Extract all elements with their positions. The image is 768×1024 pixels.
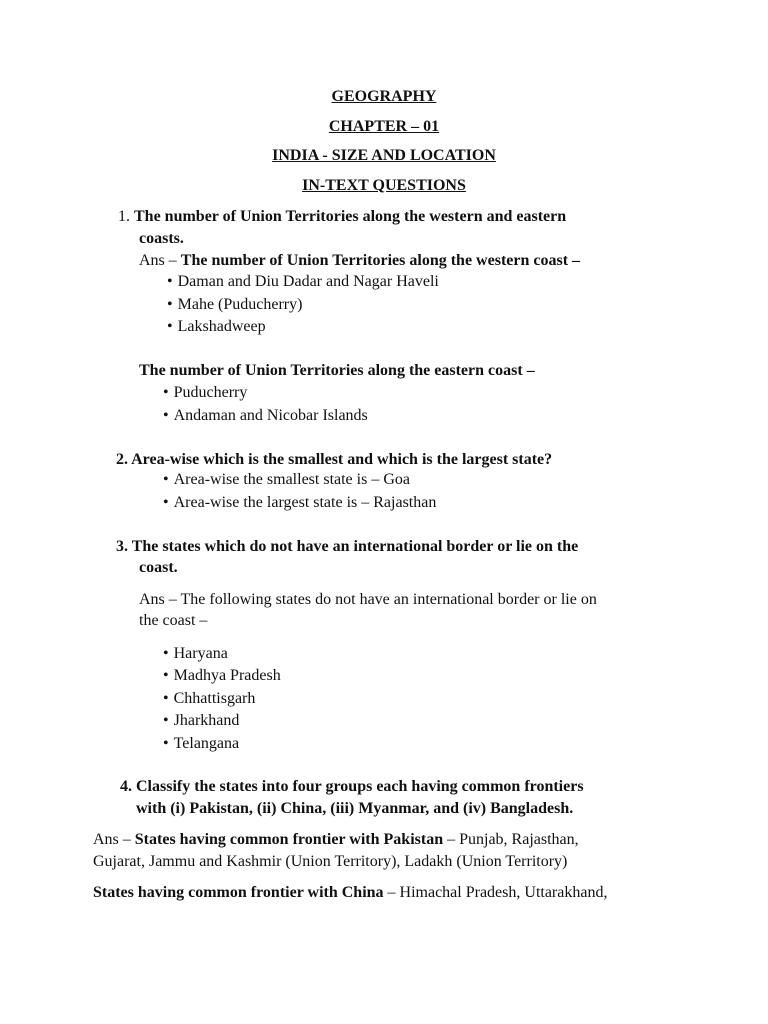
list-item: • Jharkhand — [163, 710, 281, 732]
q4-question-line1: 4. Classify the states into four groups each having common frontiers — [120, 778, 584, 795]
list-item: • Daman and Diu Dadar and Nagar Haveli — [167, 271, 439, 294]
q4-question-line2: with (i) Pakistan, (ii) China, (iii) Myanmar, and (iv) Bangladesh. — [136, 800, 574, 817]
q4-answer-pakistan-line2: Gujarat, Jammu and Kashmir (Union Territory), Ladakh (Union Territory) — [93, 853, 568, 870]
chapter-heading: CHAPTER – 01 — [328, 118, 440, 135]
subject-heading: GEOGRAPHY — [331, 88, 437, 105]
q4-answer-pakistan-line1: Ans – States having common frontier with Pakistan – Punjab, Rajasthan, — [93, 831, 579, 848]
q1-east-list — [163, 382, 368, 427]
q1-answer-west-heading: Ans – The number of Union Territories along the western coast – — [139, 252, 581, 269]
list-item: • Madhya Pradesh — [163, 665, 281, 687]
q3-question-line2: coast. — [139, 559, 178, 576]
q3-list — [163, 643, 281, 755]
q1-question-line1: 1. The number of Union Territories along the western and eastern — [118, 208, 567, 225]
chapter-title: INDIA - SIZE AND LOCATION — [272, 147, 496, 164]
list-item: • Mahe (Puducherry) — [167, 294, 439, 317]
q1-west-list — [167, 271, 439, 339]
q1-number: 1. — [118, 208, 130, 225]
list-item: • Area-wise the smallest state is – Goa — [163, 469, 436, 492]
q2-question: 2. Area-wise which is the smallest and which is the largest state? — [116, 451, 553, 468]
list-item: • Andaman and Nicobar Islands — [163, 405, 368, 428]
q1-question-line2: coasts. — [139, 230, 184, 247]
q3-answer-line2: the coast – — [139, 612, 208, 629]
q3-question-line1: 3. The states which do not have an international border or lie on the — [116, 538, 579, 555]
q4-answer-china: States having common frontier with China – Himachal Pradesh, Uttarakhand, — [93, 884, 608, 901]
q2-list — [163, 469, 436, 514]
list-item: • Haryana — [163, 643, 281, 665]
q1-east-heading: The number of Union Territories along the eastern coast – — [139, 362, 535, 379]
q3-answer-line1: Ans – The following states do not have an international border or lie on — [139, 591, 597, 608]
list-item: • Lakshadweep — [167, 316, 439, 339]
list-item: • Telangana — [163, 733, 281, 755]
list-item: • Chhattisgarh — [163, 688, 281, 710]
section-heading: IN-TEXT QUESTIONS — [302, 177, 466, 194]
list-item: • Puducherry — [163, 382, 368, 405]
list-item: • Area-wise the largest state is – Rajasthan — [163, 492, 436, 515]
